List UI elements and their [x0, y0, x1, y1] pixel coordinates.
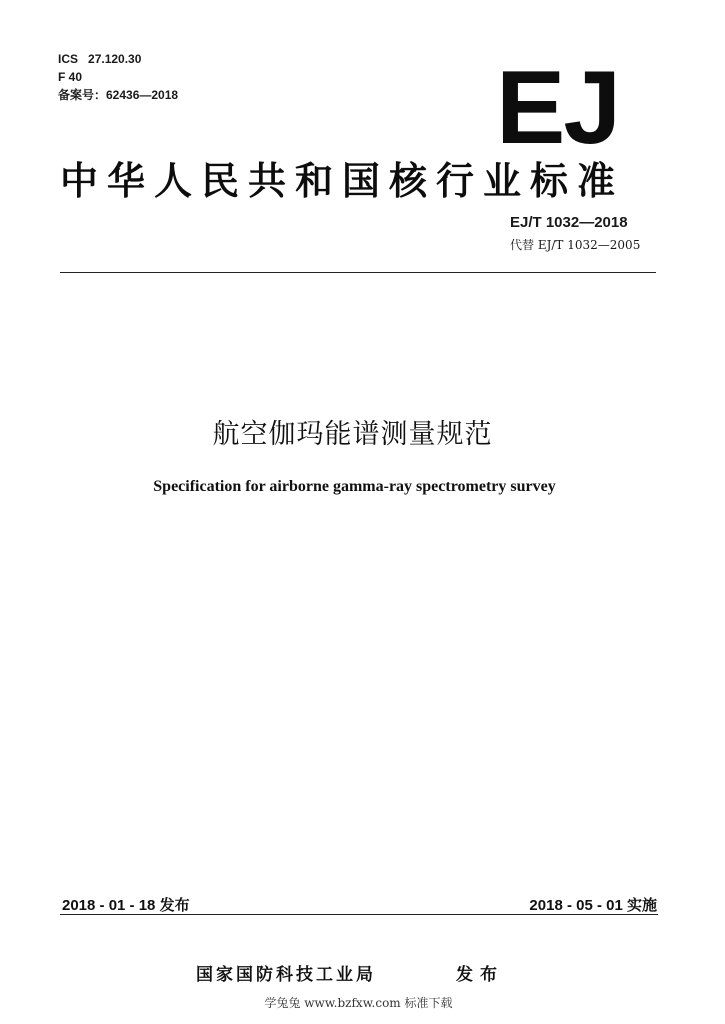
publish-word: 发布: [456, 965, 504, 985]
ej-logo: EJ: [496, 50, 620, 166]
publisher-name: 国家国防科技工业局: [196, 965, 376, 985]
issue-date: 2018 - 01 - 18 发布: [62, 897, 190, 914]
ics-code: 27.120.30: [88, 52, 142, 66]
ics-label: ICS: [58, 52, 79, 66]
filing-number: 备案号：62436—2018: [58, 88, 179, 102]
header-divider: [60, 272, 656, 273]
standard-title: 中华人民共和国核行业标准: [60, 159, 625, 203]
replaces-standard: 代替 EJ/T 1032—2005: [510, 238, 641, 252]
standard-number: EJ/T 1032—2018: [510, 214, 628, 231]
watermark-text: 学兔兔 www.bzfxw.com 标准下载: [264, 996, 453, 1010]
ccs-code: F 40: [58, 70, 83, 84]
classification-codes: [58, 50, 178, 104]
footer-divider: [60, 914, 658, 915]
document-title-cn: 航空伽玛能谱测量规范: [212, 419, 493, 450]
effective-date: 2018 - 05 - 01 实施: [529, 897, 657, 914]
document-title-en: Specification for airborne gamma-ray spectrometry survey: [153, 478, 556, 495]
ics-row: [58, 50, 178, 68]
